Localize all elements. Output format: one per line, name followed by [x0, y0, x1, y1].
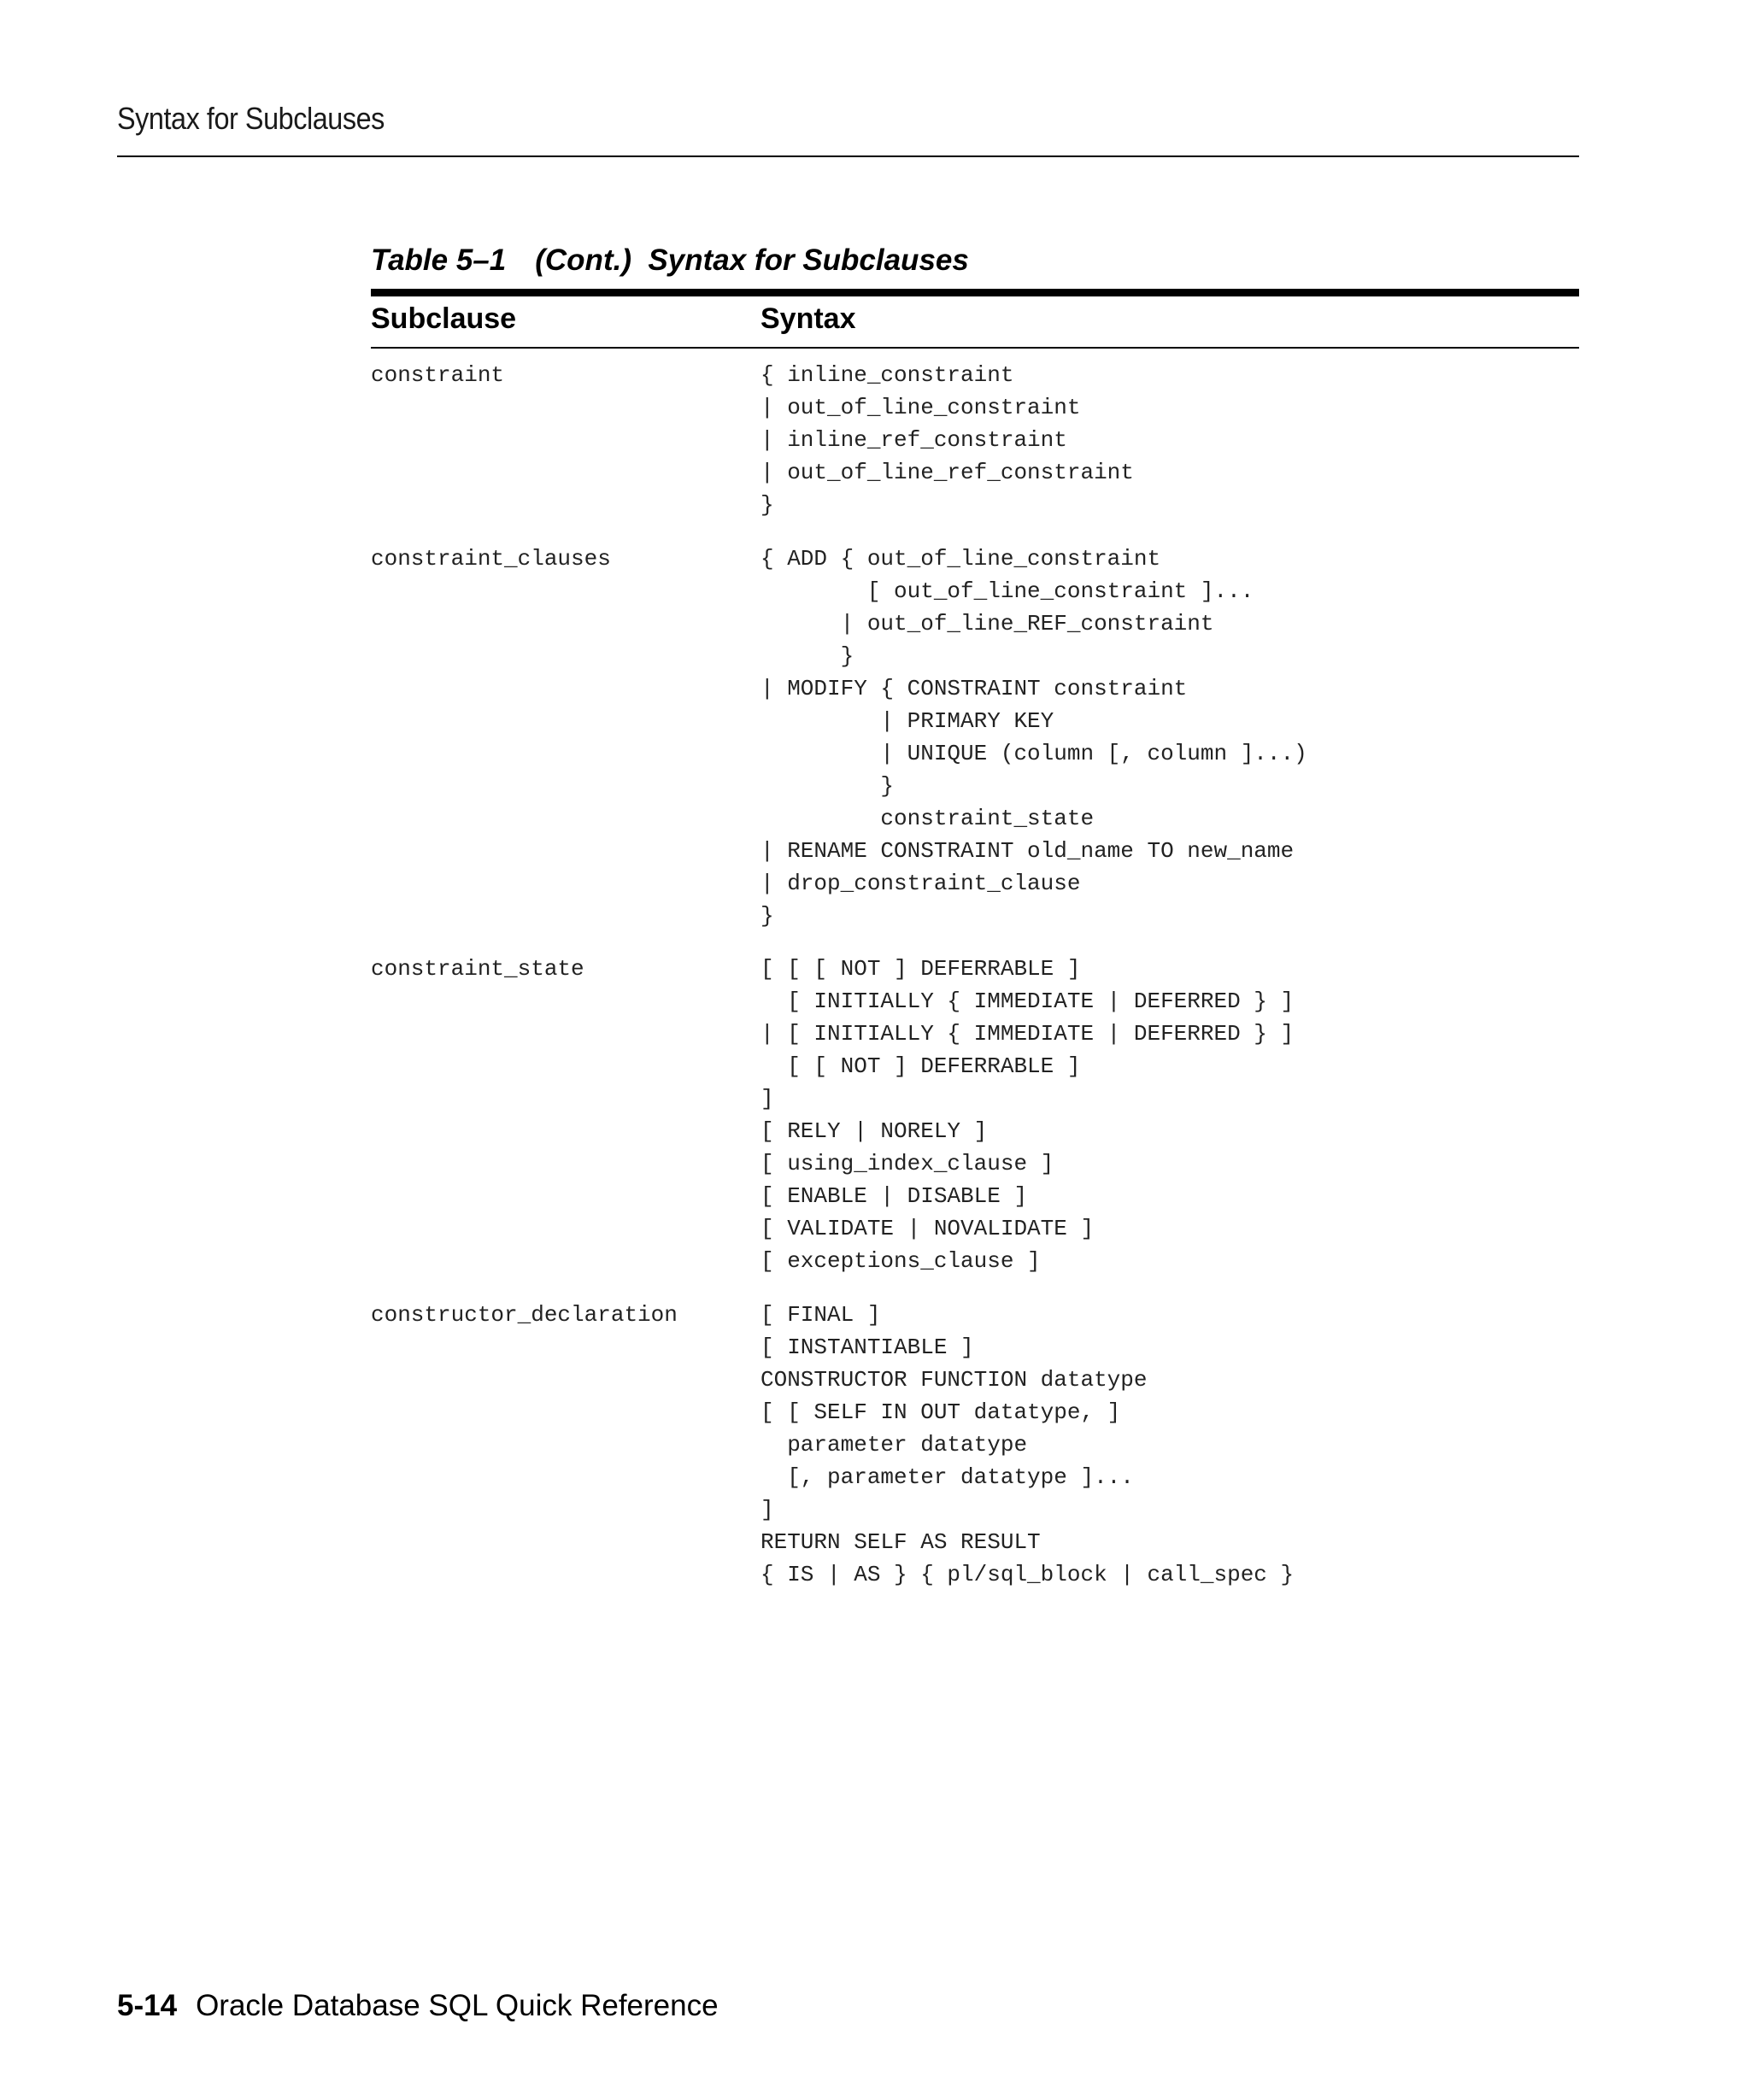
- syntax-line: [ INITIALLY { IMMEDIATE | DEFERRED } ]: [760, 988, 1295, 1014]
- syntax-line: { IS | AS } { pl/sql_block | call_spec }: [760, 1562, 1295, 1587]
- syntax-line: { ADD { out_of_line_constraint: [760, 546, 1161, 572]
- syntax-line: { inline_constraint: [760, 362, 1014, 388]
- syntax-line: constraint_state: [760, 806, 1095, 831]
- syntax-line: parameter datatype: [760, 1432, 1028, 1458]
- syntax-line: [ RELY | NORELY ]: [760, 1118, 988, 1144]
- column-header-subclause: Subclause: [371, 302, 517, 335]
- syntax-line: | UNIQUE (column [, column ]...): [760, 741, 1307, 766]
- syntax-line: | PRIMARY KEY: [760, 708, 1054, 734]
- table-caption-title: (Cont.) Syntax for Subclauses: [535, 243, 969, 277]
- table-caption-label: Table 5–1: [371, 243, 507, 277]
- syntax-block: [760, 359, 1134, 521]
- syntax-line: | out_of_line_REF_constraint: [760, 611, 1214, 636]
- table-caption: [371, 243, 969, 278]
- syntax-line: | RENAME CONSTRAINT old_name TO new_name: [760, 838, 1295, 864]
- syntax-line: | inline_ref_constraint: [760, 427, 1067, 453]
- syntax-line: [ [ [ NOT ] DEFERRABLE ]: [760, 956, 1081, 982]
- syntax-line: [ [ NOT ] DEFERRABLE ]: [760, 1053, 1081, 1079]
- syntax-line: | out_of_line_constraint: [760, 395, 1081, 420]
- syntax-line: | out_of_line_ref_constraint: [760, 460, 1134, 485]
- syntax-line: RETURN SELF AS RESULT: [760, 1529, 1041, 1555]
- syntax-line: | [ INITIALLY { IMMEDIATE | DEFERRED } ]: [760, 1021, 1295, 1047]
- syntax-line: [ using_index_clause ]: [760, 1151, 1054, 1176]
- syntax-line: }: [760, 492, 774, 518]
- syntax-line: [ out_of_line_constraint ]...: [760, 578, 1254, 604]
- syntax-line: | drop_constraint_clause: [760, 871, 1081, 896]
- syntax-line: | MODIFY { CONSTRAINT constraint: [760, 676, 1188, 701]
- column-header-syntax: Syntax: [760, 302, 856, 335]
- syntax-line: }: [760, 773, 895, 799]
- book-title: Oracle Database SQL Quick Reference: [196, 1989, 719, 2022]
- table-top-rule: [371, 289, 1579, 296]
- syntax-line: [ FINAL ]: [760, 1302, 881, 1328]
- syntax-line: ]: [760, 1497, 774, 1522]
- subclause-name: constructor_declaration: [371, 1302, 678, 1328]
- table-header-rule: [371, 347, 1579, 349]
- syntax-block: [760, 1299, 1294, 1591]
- page-number: 5-14: [117, 1989, 178, 2022]
- syntax-line: [ exceptions_clause ]: [760, 1248, 1041, 1274]
- syntax-block: [760, 953, 1294, 1277]
- page-footer: [117, 1989, 719, 2023]
- syntax-block: [760, 543, 1307, 932]
- subclause-name: constraint_state: [371, 956, 584, 982]
- syntax-line: [ VALIDATE | NOVALIDATE ]: [760, 1216, 1095, 1241]
- running-header: Syntax for Subclauses: [117, 101, 385, 136]
- syntax-line: CONSTRUCTOR FUNCTION datatype: [760, 1367, 1148, 1393]
- subclause-name: constraint_clauses: [371, 546, 611, 572]
- syntax-line: [ INSTANTIABLE ]: [760, 1334, 974, 1360]
- syntax-line: [ ENABLE | DISABLE ]: [760, 1183, 1028, 1209]
- syntax-line: [ [ SELF IN OUT datatype, ]: [760, 1399, 1121, 1425]
- header-rule: [117, 155, 1579, 157]
- syntax-line: }: [760, 903, 774, 929]
- subclause-name: constraint: [371, 362, 505, 388]
- syntax-line: }: [760, 643, 854, 669]
- syntax-line: ]: [760, 1086, 774, 1112]
- syntax-line: [, parameter datatype ]...: [760, 1464, 1134, 1490]
